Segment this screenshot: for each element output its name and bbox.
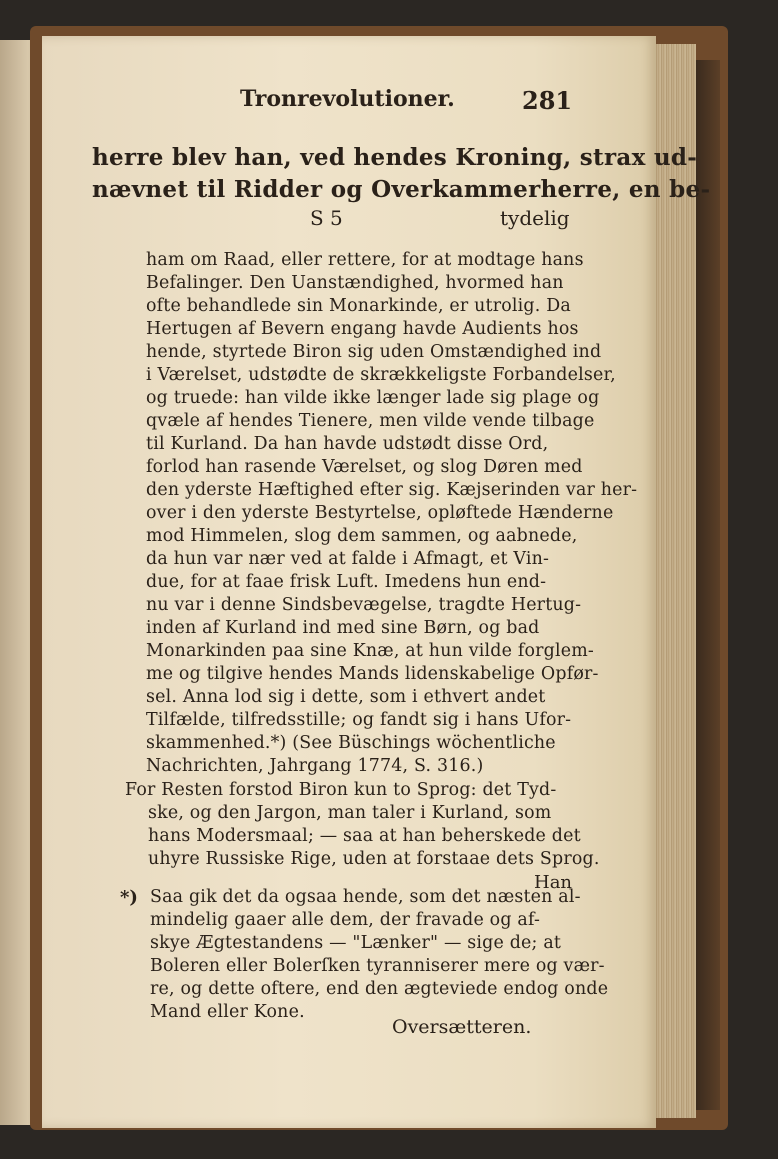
text-line: ofte behandlede sin Monarkinde, er utrolig. Da [146, 296, 571, 316]
intro-line: herre blev han, ved hendes Kroning, strax ud- [92, 144, 698, 171]
text-line: da hun var nær ved at falde i Afmagt, et Vin- [146, 549, 550, 569]
text-line: uhyre Russiske Rige, uden at forstaae dets Sprog. [148, 849, 600, 869]
footnote-line: re, og dette oftere, end den ægteviede endog onde [150, 979, 609, 999]
text-line: me og tilgive hendes Mands lidenskabelige Opfør- [146, 664, 599, 684]
text-line: Nachrichten, Jahrgang 1774, S. 316.) [146, 756, 484, 776]
text-line: nu var i denne Sindsbevægelse, tragdte Hertug- [146, 595, 582, 615]
signature-mark: S 5 [310, 206, 343, 230]
text-line: ske, og den Jargon, man taler i Kurland, som [148, 803, 552, 823]
running-head-title: Tronrevolutioner. [240, 86, 455, 112]
footnote-line: Boleren eller Bolerſken tyranniserer mere og vær- [150, 956, 605, 976]
translator-signature: Oversætteren. [392, 1016, 532, 1038]
text-line: hende, styrtede Biron sig uden Omstændighed ind [146, 342, 602, 362]
text-line: Monarkinden paa sine Knæ, at hun vilde forglem- [146, 641, 594, 661]
footnote-line: Mand eller Kone. [150, 1002, 305, 1022]
catchword-top: tydelig [500, 206, 570, 230]
text-line: ham om Raad, eller rettere, for at modtage hans [146, 250, 584, 270]
text-line: For Resten forstod Biron kun to Sprog: det Tyd- [125, 780, 557, 800]
text-line: hans Modersmaal; — saa at han beherskede det [148, 826, 581, 846]
text-line: qvæle af hendes Tienere, men vilde vende tilbage [146, 411, 595, 431]
catchword: Han [534, 872, 573, 893]
text-line: forlod han rasende Værelset, og slog Døren med [146, 457, 583, 477]
text-line: i Værelset, udstødte de skrækkeligste Forbandelser, [146, 365, 616, 385]
text-line: den yderste Hæftighed efter sig. Kæjserinden var her- [146, 480, 638, 500]
page-number: 281 [522, 86, 573, 115]
text-line: til Kurland. Da han havde udstødt disse Ord, [146, 434, 549, 454]
footnote-line: Saa gik det da ogsaa hende, som det næsten al- [150, 887, 581, 907]
text-line: mod Himmelen, slog dem sammen, og aabnede, [146, 526, 578, 546]
footnote-line: mindelig gaaer alle dem, der fravade og af- [150, 910, 541, 930]
book-spine [696, 60, 720, 1110]
text-line: Hertugen af Bevern engang havde Audients hos [146, 319, 579, 339]
text-line: og truede: han vilde ikke længer lade sig plage og [146, 388, 600, 408]
footnote-line: skye Ægtestandens — "Lænker" — sige de; at [150, 933, 562, 953]
text-line: due, for at faae frisk Luft. Imedens hun end- [146, 572, 547, 592]
text-line: inden af Kurland ind med sine Børn, og bad [146, 618, 540, 638]
text-line: Befalinger. Den Uanstændighed, hvormed han [146, 273, 564, 293]
footnote-marker: *) [120, 887, 138, 908]
text-line: over i den yderste Bestyrtelse, opløftede Hænderne [146, 503, 614, 523]
text-line: sel. Anna lod sig i dette, som i ethvert andet [146, 687, 546, 707]
page-edges [652, 44, 696, 1118]
intro-line: nævnet til Ridder og Overkammerherre, en be- [92, 176, 711, 203]
text-line: Tilfælde, tilfredsstille; og fandt sig i hans Ufor- [146, 710, 572, 730]
text-line: skammenhed.*) (See Büschings wöchentliche [146, 733, 556, 753]
